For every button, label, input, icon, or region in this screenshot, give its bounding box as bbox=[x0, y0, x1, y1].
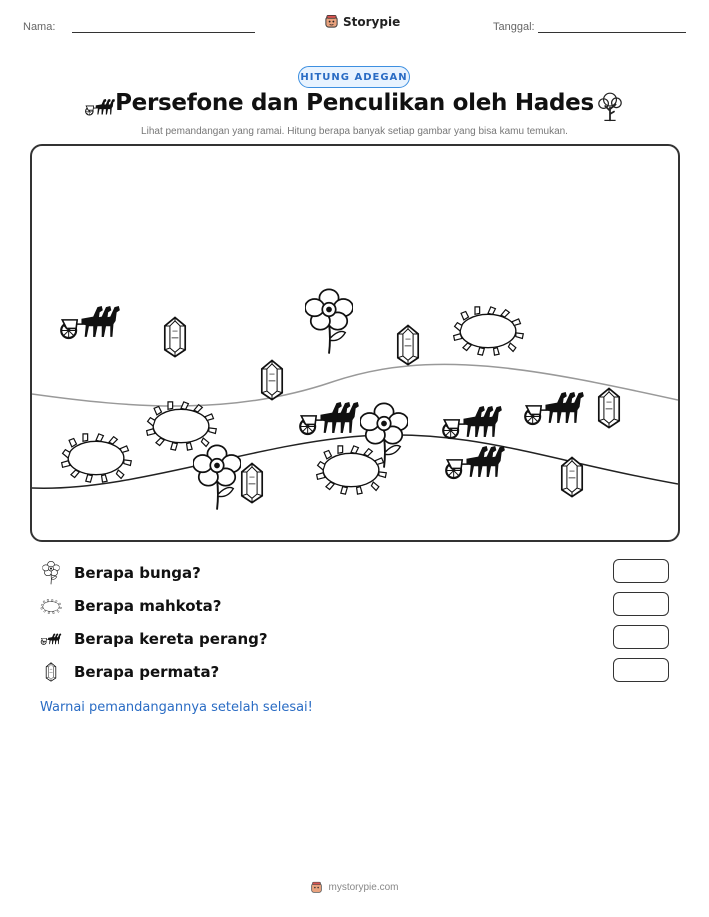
question-text: Berapa bunga? bbox=[74, 564, 201, 582]
answer-box-wreaths[interactable] bbox=[613, 592, 669, 616]
brand-logo bbox=[324, 14, 400, 29]
question-row-gems bbox=[40, 660, 219, 684]
question-row-flowers bbox=[40, 561, 201, 585]
name-line[interactable] bbox=[72, 32, 255, 33]
scene-gem-2[interactable] bbox=[165, 317, 185, 356]
scene-wreath-16[interactable] bbox=[317, 446, 387, 494]
instructions: Lihat pemandangan yang ramai. Hitung berapa banyak setiap gambar yang bisa kamu temukan. bbox=[141, 126, 568, 137]
brand-name: Storypie bbox=[343, 14, 401, 29]
gem-icon bbox=[43, 661, 59, 683]
storypie-mascot-icon bbox=[324, 14, 339, 29]
answer-box-gems[interactable] bbox=[613, 658, 669, 682]
wreath-icon bbox=[40, 598, 62, 615]
scene-illustration[interactable] bbox=[32, 146, 678, 540]
scene-gem-18[interactable] bbox=[562, 457, 582, 496]
date-label: Tanggal: bbox=[493, 21, 535, 33]
scene-wreath-5[interactable] bbox=[454, 307, 524, 355]
question-text: Berapa kereta perang? bbox=[74, 630, 268, 648]
coloring-note: Warnai pemandangannya setelah selesai! bbox=[40, 700, 313, 715]
question-row-wreaths bbox=[40, 594, 222, 618]
scene-chariot-11[interactable] bbox=[525, 392, 584, 424]
chariot-icon bbox=[40, 630, 62, 648]
scene-gem-4[interactable] bbox=[398, 325, 418, 364]
page-title: Persefone dan Penculikan oleh Hades bbox=[115, 90, 594, 116]
scene-chariot-10[interactable] bbox=[443, 406, 502, 438]
scene-flower-3[interactable] bbox=[305, 289, 353, 353]
scene-chariot-1[interactable] bbox=[61, 306, 120, 338]
activity-badge: HITUNG ADEGAN bbox=[298, 66, 410, 88]
answer-box-chariots[interactable] bbox=[613, 625, 669, 649]
scene-panel[interactable] bbox=[30, 144, 680, 542]
question-text: Berapa mahkota? bbox=[74, 597, 222, 615]
scene-gem-12[interactable] bbox=[599, 388, 619, 427]
scene-chariot-17[interactable] bbox=[446, 446, 505, 478]
scene-gem-6[interactable] bbox=[262, 360, 282, 399]
answer-box-flowers[interactable] bbox=[613, 559, 669, 583]
scene-wreath-7[interactable] bbox=[147, 402, 217, 450]
storypie-mascot-icon bbox=[310, 881, 323, 894]
scene-gem-15[interactable] bbox=[242, 463, 262, 502]
site-footer bbox=[0, 881, 709, 894]
name-label: Nama: bbox=[23, 21, 56, 33]
question-row-chariots bbox=[40, 627, 268, 651]
question-text: Berapa permata? bbox=[74, 663, 220, 681]
date-line[interactable] bbox=[538, 32, 686, 33]
scene-flower-9[interactable] bbox=[360, 403, 408, 467]
flower-icon bbox=[42, 561, 60, 585]
tree-icon bbox=[594, 90, 626, 122]
scene-wreath-13[interactable] bbox=[62, 434, 132, 482]
site-url: mystorypie.com bbox=[328, 882, 399, 893]
hill-line-back bbox=[32, 364, 678, 406]
scene-chariot-8[interactable] bbox=[300, 402, 359, 434]
scene-flower-14[interactable] bbox=[193, 445, 241, 509]
